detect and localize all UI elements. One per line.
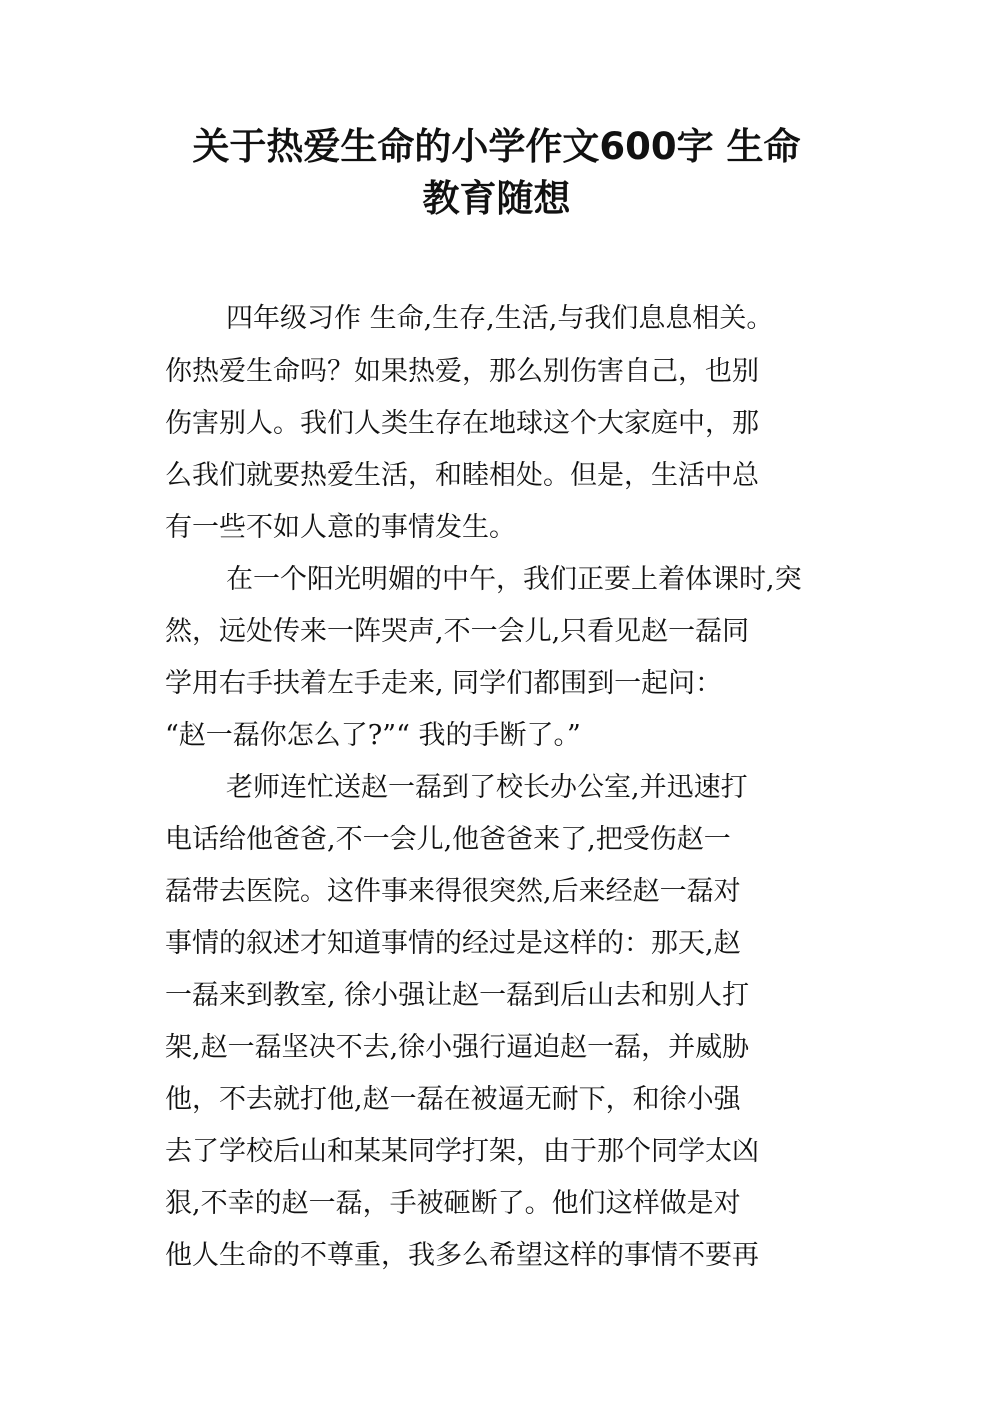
body-line: 你热爱生命吗？如果热爱，那么别伤害自己，也别 <box>165 356 759 387</box>
body-line: 他，不去就打他,赵一磊在被逼无耐下，和徐小强 <box>165 1084 741 1115</box>
body-line: “赵一磊你怎么了?”“ 我的手断了。” <box>165 720 581 751</box>
document-title-line-1: 关于热爱生命的小学作文600字 生命 <box>192 125 801 168</box>
body-line: 去了学校后山和某某同学打架，由于那个同学太凶 <box>165 1136 759 1167</box>
body-line: 伤害别人。我们人类生存在地球这个大家庭中，那 <box>165 408 759 439</box>
body-line: 一磊来到教室, 徐小强让赵一磊到后山去和别人打 <box>165 980 750 1011</box>
body-line: 老师连忙送赵一磊到了校长办公室,并迅速打 <box>226 772 748 803</box>
body-line: 狠,不幸的赵一磊，手被砸断了。他们这样做是对 <box>165 1188 741 1219</box>
body-line: 有一些不如人意的事情发生。 <box>165 512 516 543</box>
body-line: 么我们就要热爱生活，和睦相处。但是，生活中总 <box>165 460 759 491</box>
body-line: 事情的叙述才知道事情的经过是这样的：那天,赵 <box>165 928 741 959</box>
body-line: 他人生命的不尊重，我多么希望这样的事情不要再 <box>165 1240 759 1271</box>
body-line: 学用右手扶着左手走来, 同学们都围到一起问： <box>165 668 723 699</box>
body-line: 四年级习作 生命,生存,生活,与我们息息相关。 <box>226 303 774 334</box>
body-line: 磊带去医院。这件事来得很突然,后来经赵一磊对 <box>165 876 741 907</box>
document-title-line-2: 教育随想 <box>422 177 571 220</box>
body-line: 在一个阳光明媚的中午，我们正要上着体课时,突 <box>226 564 802 595</box>
body-line: 电话给他爸爸,不一会儿,他爸爸来了,把受伤赵一 <box>165 824 731 855</box>
body-line: 然，远处传来一阵哭声,不一会儿,只看见赵一磊同 <box>165 616 750 647</box>
body-line: 架,赵一磊坚决不去,徐小强行逼迫赵一磊，并威胁 <box>165 1032 750 1063</box>
